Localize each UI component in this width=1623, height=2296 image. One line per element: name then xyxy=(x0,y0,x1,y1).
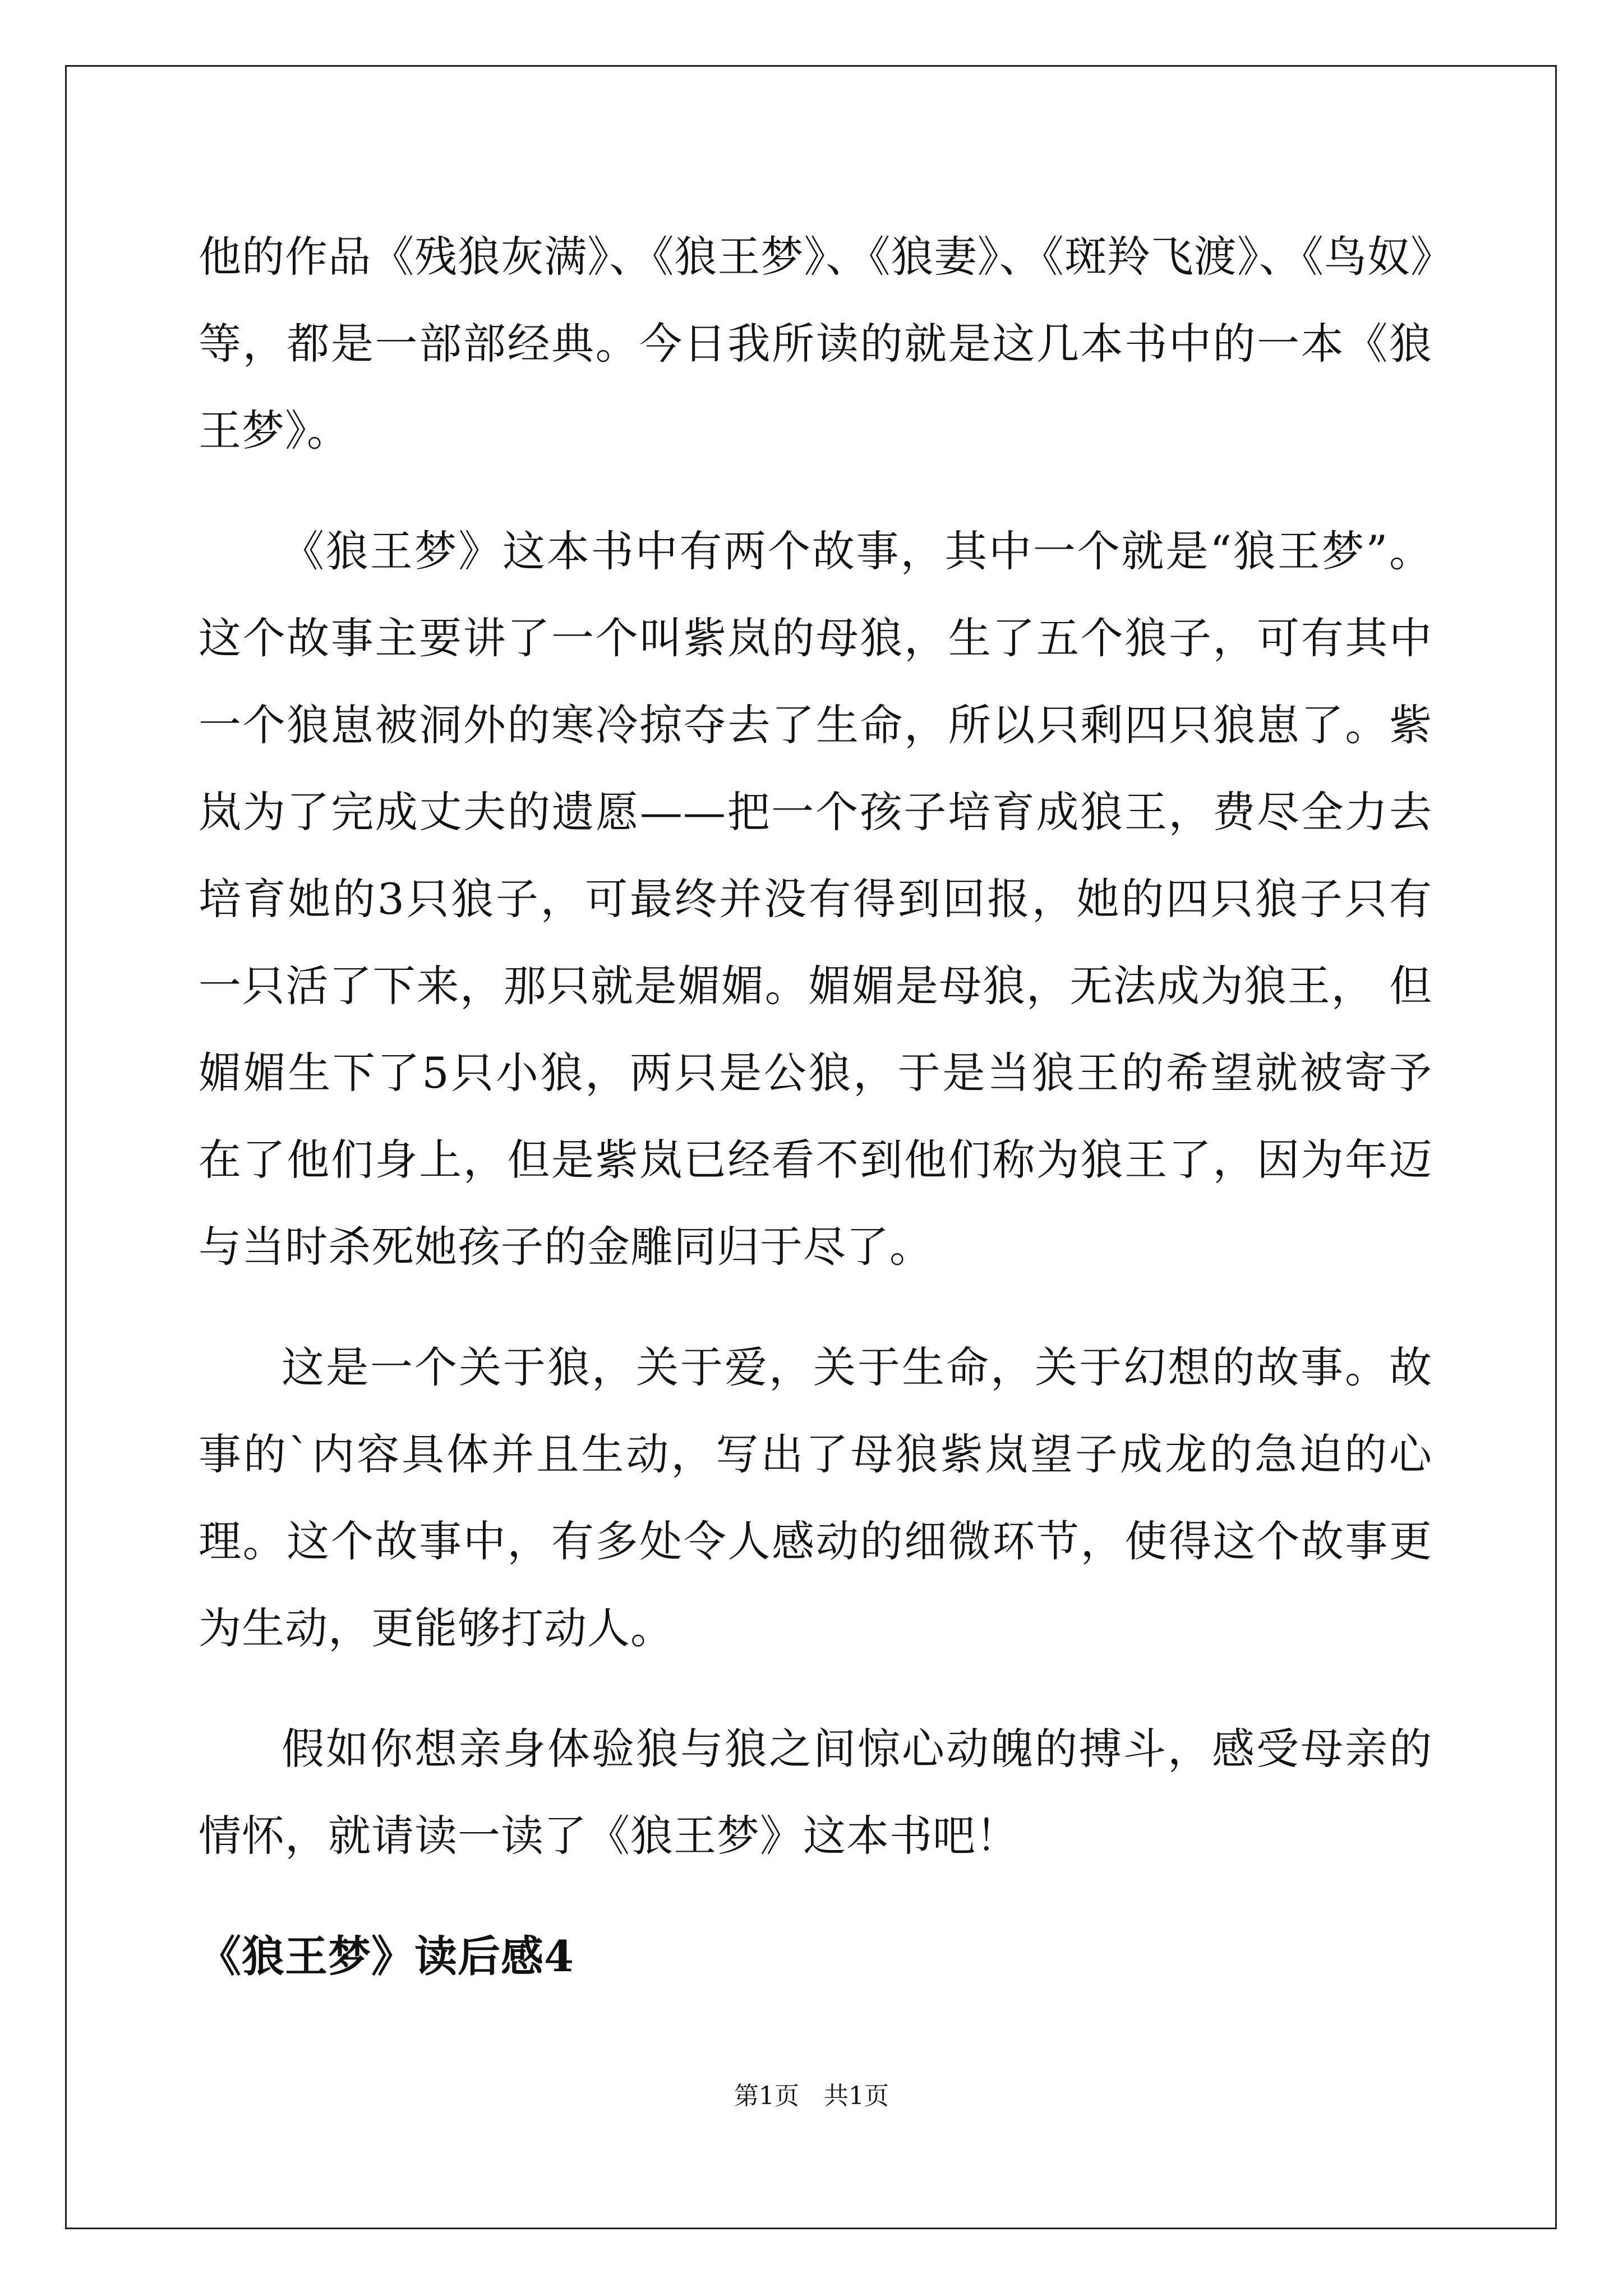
paragraph-reflection: 这是一个关于狼，关于爱，关于生命，关于幻想的故事。故事的`内容具体并且生动，写出了母狼紫岚望子成龙的急迫的心理。这个故事中，有多处令人感动的细微环节，使得这个故事更为生动，更能够打动人。 xyxy=(199,1342,1432,1653)
document-body xyxy=(199,213,1432,2000)
section-heading: 《狼王梦》读后感4 xyxy=(199,1931,574,1981)
paragraph-intro: 他的作品《残狼灰满》、《狼王梦》、《狼妻》、《斑羚飞渡》、《鸟奴》等，都是一部部经典。今日我所读的就是这几本书中的一本《狼王梦》。 xyxy=(199,232,1432,455)
paragraph-story-summary: 《狼王梦》这本书中有两个故事，其中一个就是“狼王梦”。这个故事主要讲了一个叫紫岚的母狼，生了五个狼子，可有其中一个狼崽被洞外的寒冷掠夺去了生命，所以只剩四只狼崽了。紫岚为了完成丈夫的遗愿——把一个孩子培育成狼王，费尽全力去培育她的3只狼子，可最终并没有得到回报，她的四只狼子只有一只活了下来，那只就是媚媚。媚媚是母狼，无法成为狼王， 但媚媚生下了5只小狼，两只是公狼，于是当狼王的希望就被寄予在了他们身上，但是紫岚已经看不到他们称为狼王了，因为年迈与当时杀死她孩子的金雕同归于尽了。 xyxy=(199,526,1432,1272)
page-number-footer: 第1页 共1页 xyxy=(734,2082,889,2110)
paragraph-recommendation: 假如你想亲身体验狼与狼之间惊心动魄的搏斗，感受母亲的情怀，就请读一读了《狼王梦》这本书吧！ xyxy=(199,1724,1432,1861)
